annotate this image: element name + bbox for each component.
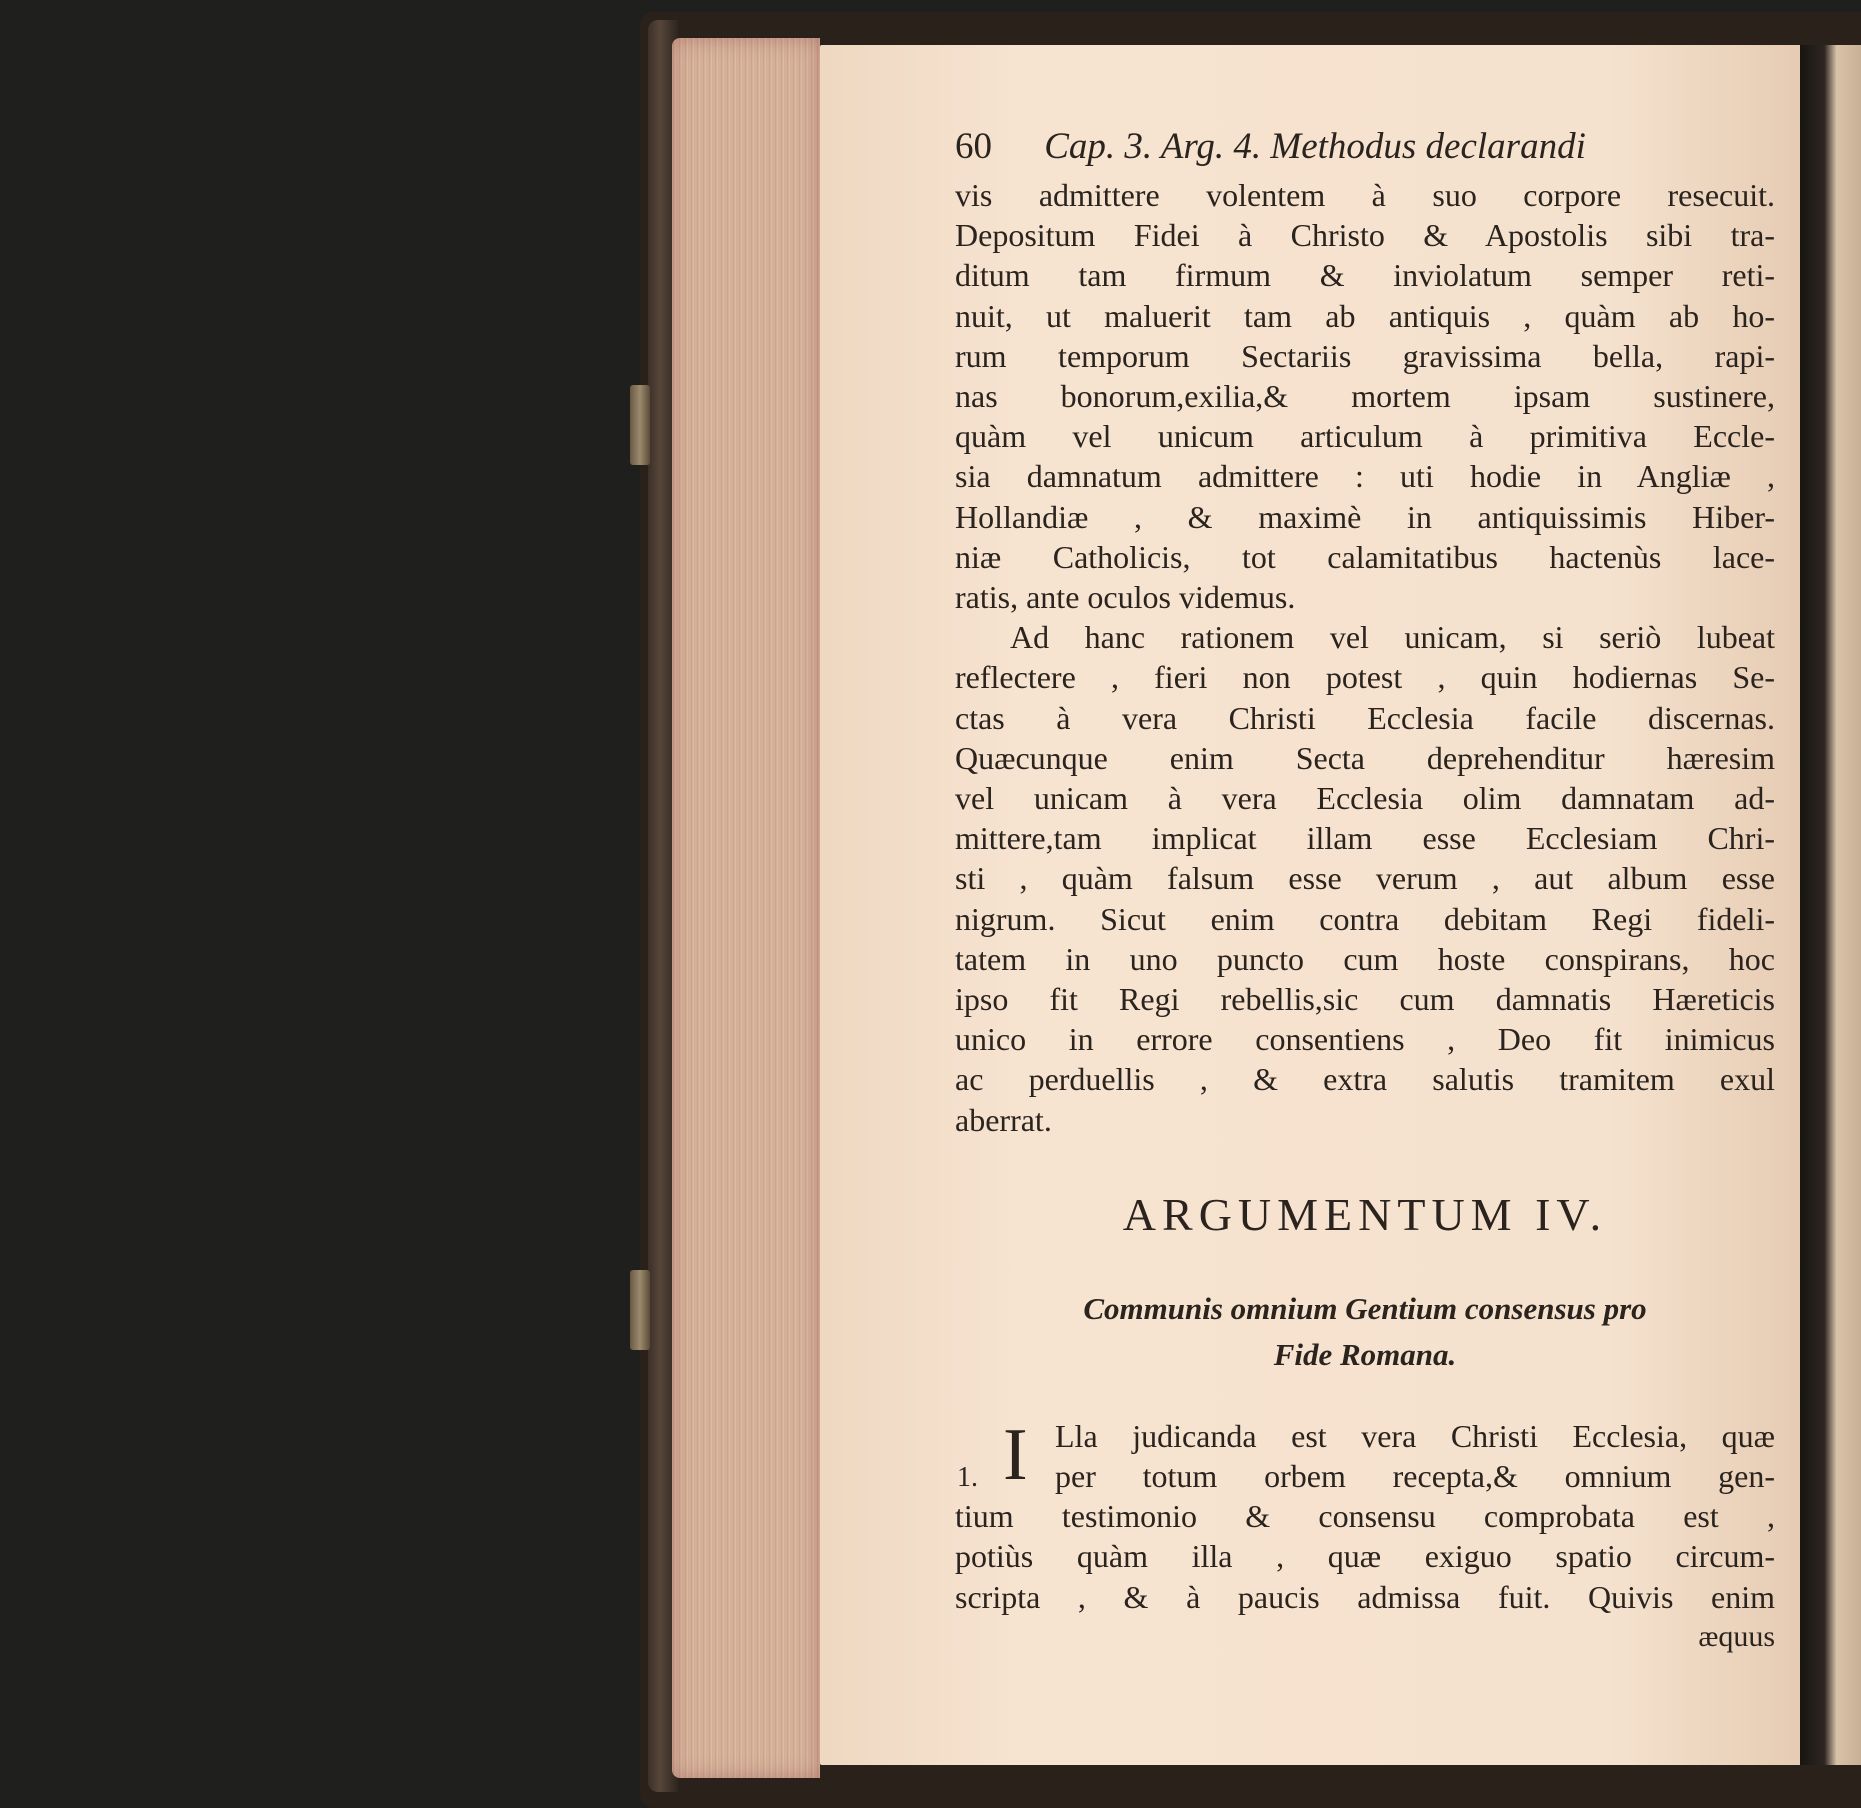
paragraph-1	[955, 175, 1775, 617]
text-line: vel unicam à vera Ecclesia olim damnatam ad-	[955, 780, 1775, 817]
text-line: per totum orbem recepta,& omnium gen-	[1055, 1458, 1775, 1495]
text-line: sti , quàm falsum esse verum , aut album esse	[955, 860, 1775, 897]
lower-clasp	[630, 1270, 650, 1350]
text-line: Depositum Fidei à Christo & Apostolis sibi tra-	[955, 217, 1775, 254]
text-line: nas bonorum,exilia,& mortem ipsam sustinere,	[955, 378, 1775, 415]
subtitle-line: Communis omnium Gentium consensus pro	[1083, 1290, 1647, 1326]
paragraph-2	[955, 617, 1775, 1140]
text-line: sia damnatum admittere : uti hodie in Angliæ ,	[955, 458, 1775, 495]
text-line: ratis, ante oculos videmus.	[955, 579, 1296, 616]
text-line: nuit, ut maluerit tam ab antiquis , quàm ab ho-	[955, 297, 1775, 334]
text-line: Lla judicanda est vera Christi Ecclesia, quæ	[1055, 1417, 1775, 1454]
text-line: aberrat.	[955, 1101, 1052, 1138]
page-header	[955, 125, 1775, 175]
gutter-shadow	[1800, 45, 1861, 1765]
text-line: reflectere , fieri non potest , quin hodiernas Se-	[955, 659, 1775, 696]
drop-capital: I	[1003, 1413, 1028, 1496]
paragraph-3	[955, 1413, 1775, 1617]
upper-clasp	[630, 385, 650, 465]
page-content	[955, 125, 1775, 1657]
text-line: ipso fit Regi rebellis,sic cum damnatis Hæreticis	[955, 981, 1775, 1018]
running-head: Cap. 3. Arg. 4. Methodus declarandi	[1044, 126, 1586, 167]
text-line: ditum tam firmum & inviolatum semper reti-	[955, 257, 1775, 294]
section-title: ARGUMENTUM IV.	[1122, 1188, 1608, 1240]
text-line: ac perduellis , & extra salutis tramitem exul	[955, 1061, 1775, 1098]
text-line: niæ Catholicis, tot calamitatibus hactenùs lace-	[955, 538, 1775, 575]
text-line: unico in errore consentiens , Deo fit inimicus	[955, 1021, 1775, 1058]
catchword: æquus	[1698, 1619, 1775, 1653]
text-line: tatem in uno puncto cum hoste conspirans, hoc	[955, 940, 1775, 977]
text-line: rum temporum Sectariis gravissima bella, rapi-	[955, 337, 1775, 374]
marginal-number: 1.	[957, 1461, 978, 1493]
text-line: tium testimonio & consensu comprobata est ,	[955, 1498, 1775, 1535]
text-line: Hollandiæ , & maximè in antiquissimis Hiber-	[955, 498, 1775, 535]
text-line: mittere,tam implicat illam esse Ecclesiam Chri-	[955, 820, 1775, 857]
text-line: scripta , & à paucis admissa fuit. Quivis enim	[955, 1578, 1775, 1615]
text-line: quàm vel unicum articulum à primitiva Eccle-	[955, 418, 1775, 455]
text-line: Quæcunque enim Secta deprehenditur hæresim	[955, 739, 1775, 776]
section-subtitle	[955, 1286, 1775, 1378]
text-line: Ad hanc rationem vel unicam, si seriò lubeat	[1010, 619, 1775, 656]
text-line: ctas à vera Christi Ecclesia facile discernas.	[955, 699, 1775, 736]
page-number: 60	[955, 126, 992, 167]
text-line: potiùs quàm illa , quæ exiguo spatio circum-	[955, 1538, 1775, 1575]
text-line: nigrum. Sicut enim contra debitam Regi fideli-	[955, 900, 1775, 937]
subtitle-line: Fide Romana.	[1273, 1336, 1457, 1372]
page-edges	[672, 38, 820, 1778]
text-line: vis admittere volentem à suo corpore resecuit.	[955, 177, 1775, 213]
